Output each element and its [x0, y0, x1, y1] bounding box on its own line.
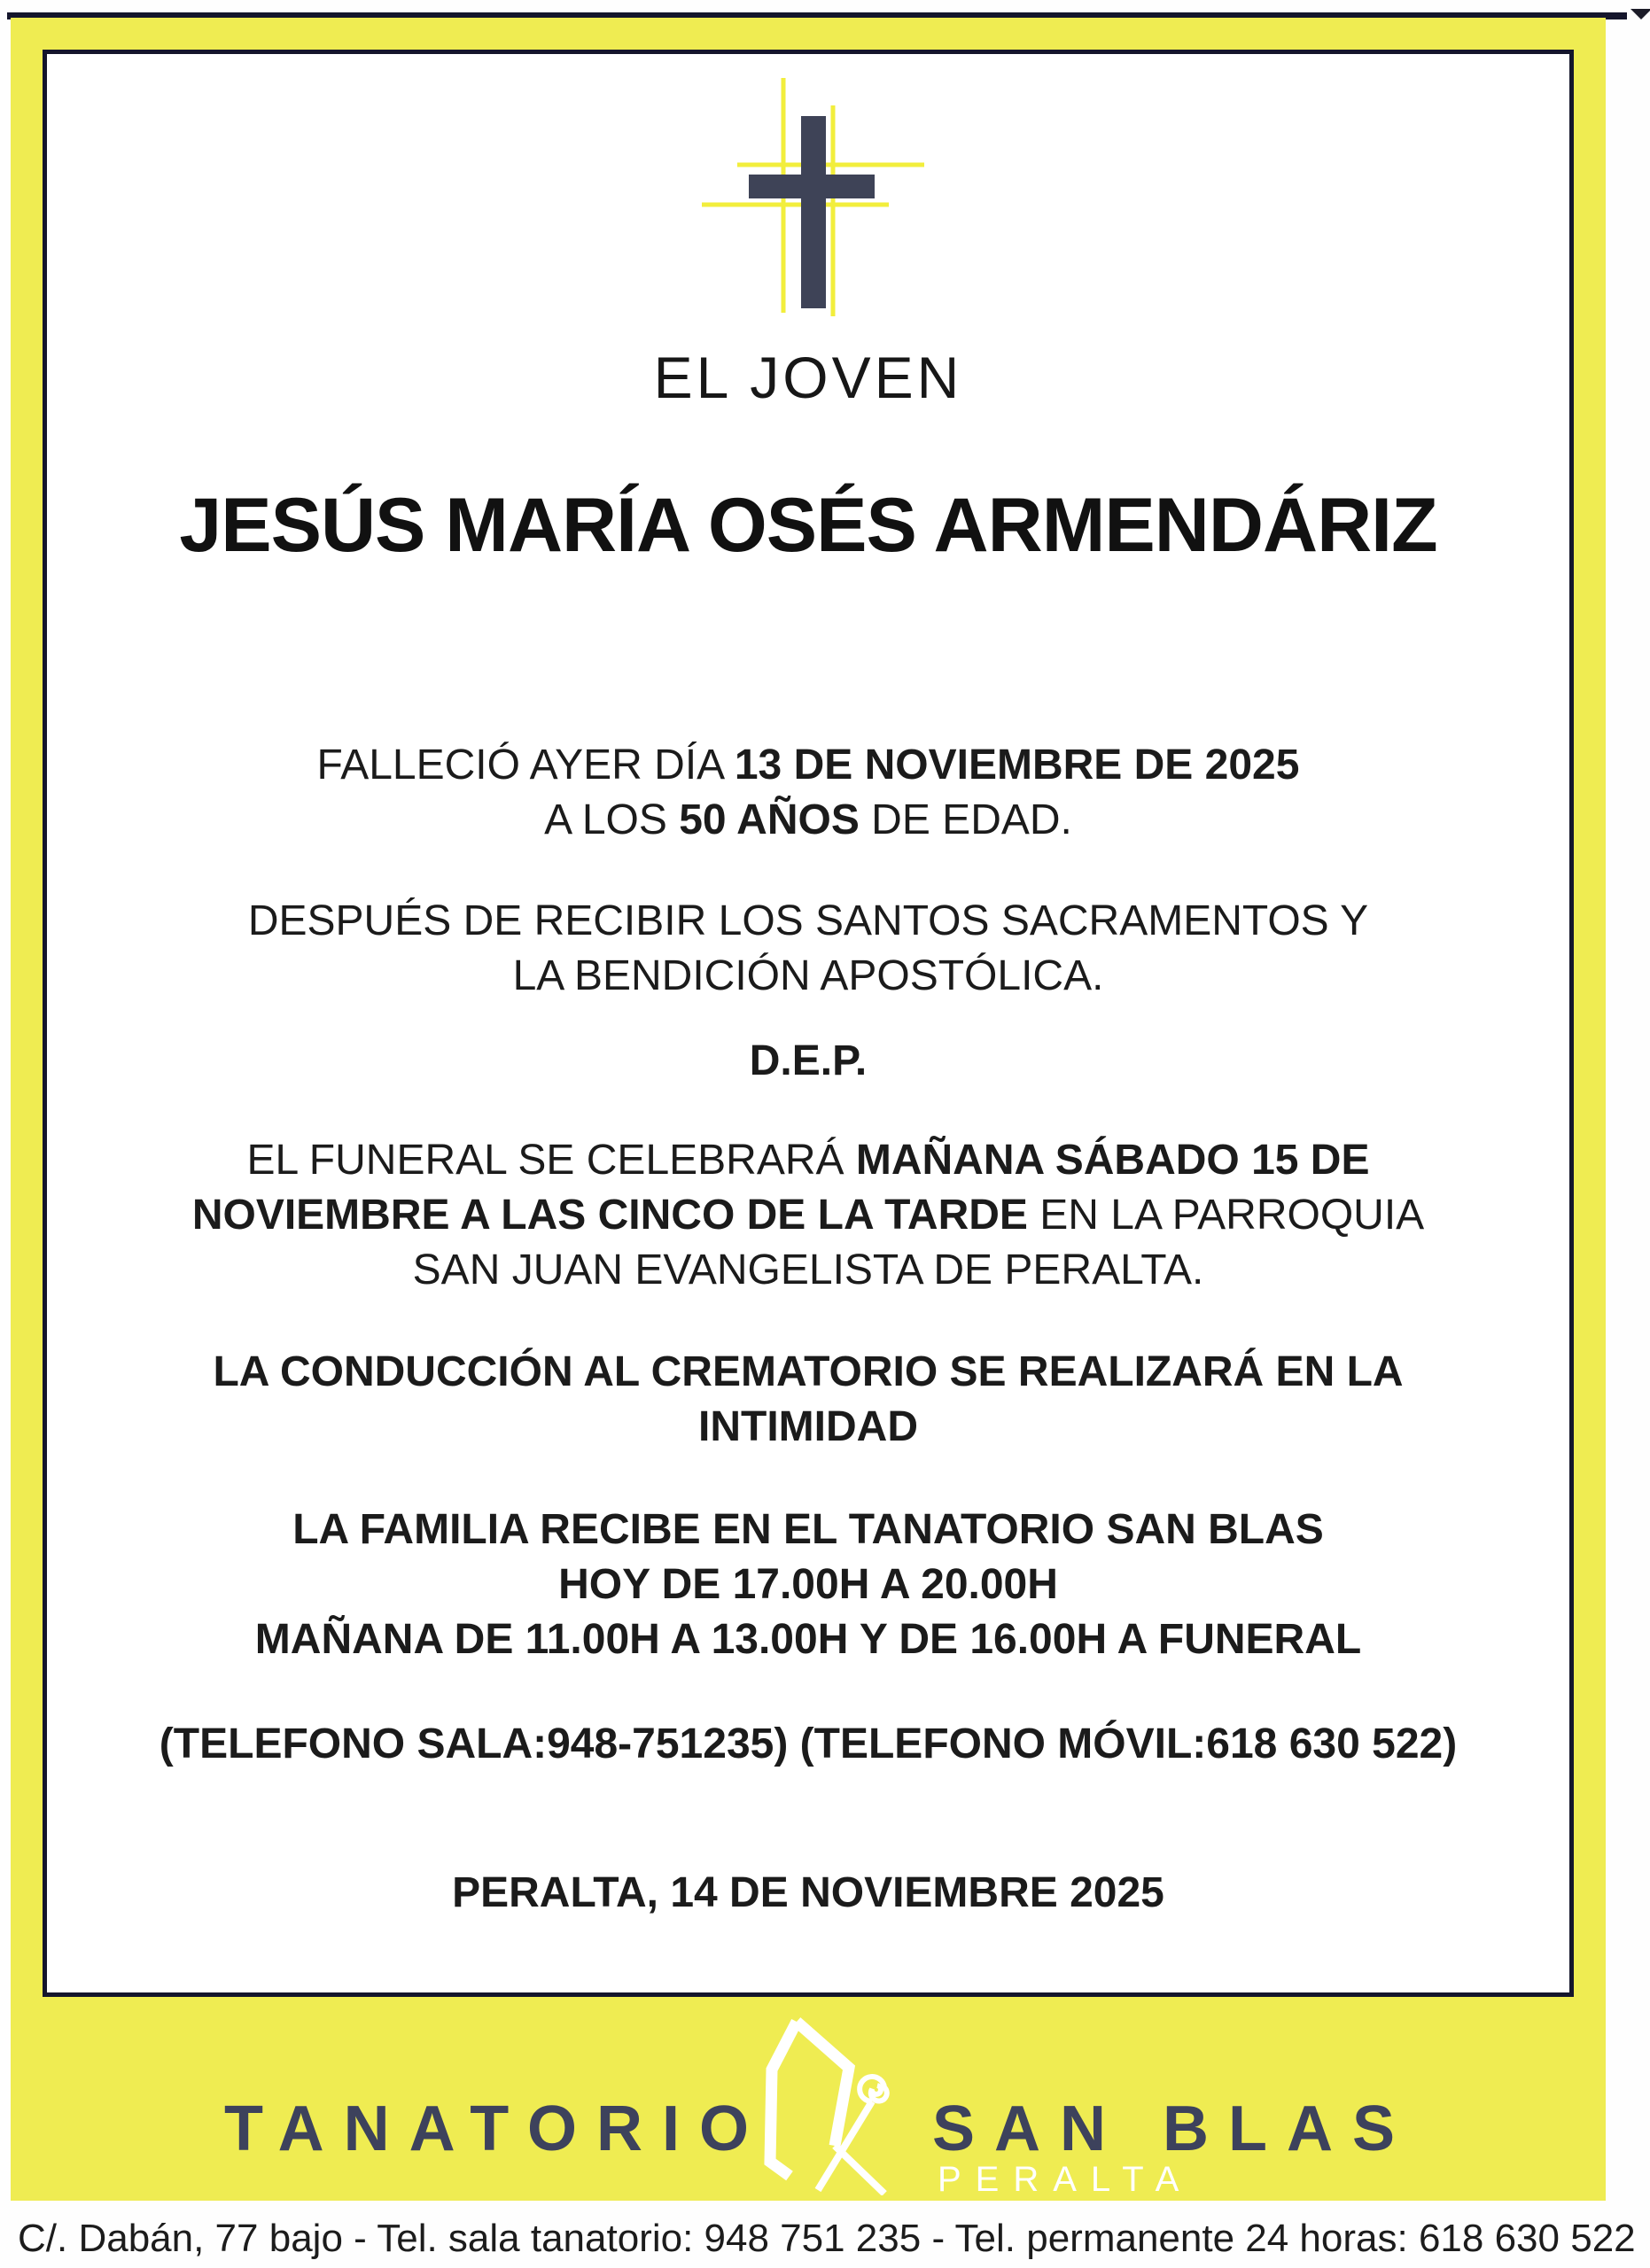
address-contact-line: C/. Dabán, 77 bajo - Tel. sala tanatorio: 948 751 235 - Tel. permanente 24 horas: 618 630 522 — [18, 2217, 1636, 2260]
paragraph-phones — [42, 1717, 1575, 1772]
brand-tanatorio-label: TANATORIO — [224, 2093, 768, 2164]
paragraph-death-date — [42, 738, 1575, 848]
text-line: DESPUÉS DE RECIBIR LOS SANTOS SACRAMENTOS Y — [247, 897, 1369, 944]
paragraph-funeral — [42, 1133, 1575, 1298]
paragraph-place-date — [42, 1866, 1575, 1921]
brand-peralta-label: PERALTA — [938, 2160, 1194, 2199]
notice-panel — [43, 50, 1574, 1997]
text-line: PERALTA, 14 DE NOVIEMBRE 2025 — [452, 1869, 1164, 1916]
text-line: EL FUNERAL SE CELEBRARÁ MAÑANA SÁBADO 15 DE — [246, 1137, 1370, 1184]
deceased-name: JESÚS MARÍA OSÉS ARMENDÁRIZ — [179, 483, 1437, 568]
text-line: HOY DE 17.00H A 20.00H — [558, 1561, 1058, 1608]
paragraph-cremation — [42, 1345, 1575, 1455]
text-line: NOVIEMBRE A LAS CINCO DE LA TARDE EN LA PARROQUIA — [191, 1192, 1425, 1239]
text-line: A LOS 50 AÑOS DE EDAD. — [544, 796, 1072, 843]
text-line: LA FAMILIA RECIBE EN EL TANATORIO SAN BLAS — [292, 1506, 1324, 1553]
paragraph-visitation — [42, 1503, 1575, 1667]
text-line: D.E.P. — [749, 1037, 868, 1084]
san-blas-logo-icon — [743, 2013, 902, 2195]
scan-corner-artifact — [1631, 9, 1650, 19]
text-line: LA CONDUCCIÓN AL CREMATORIO SE REALIZARÁ EN LA — [213, 1348, 1404, 1395]
text-line: (TELEFONO SALA:948-751235) (TELEFONO MÓVIL:618 630 522) — [159, 1720, 1458, 1767]
text-line: SAN JUAN EVANGELISTA DE PERALTA. — [412, 1247, 1204, 1293]
brand-san-blas-label: SAN BLAS — [932, 2093, 1415, 2164]
honorific-title: EL JOVEN — [653, 345, 963, 410]
text-line: LA BENDICIÓN APOSTÓLICA. — [512, 952, 1104, 999]
text-line: MAÑANA DE 11.00H A 13.00H Y DE 16.00H A FUNERAL — [254, 1616, 1362, 1663]
text-line: INTIMIDAD — [698, 1403, 918, 1450]
radiant-cross-icon — [682, 71, 939, 328]
text-line: FALLECIÓ AYER DÍA 13 DE NOVIEMBRE DE 2025 — [316, 742, 1300, 788]
paragraph-sacraments — [42, 894, 1575, 1004]
paragraph-dep — [42, 1034, 1575, 1089]
